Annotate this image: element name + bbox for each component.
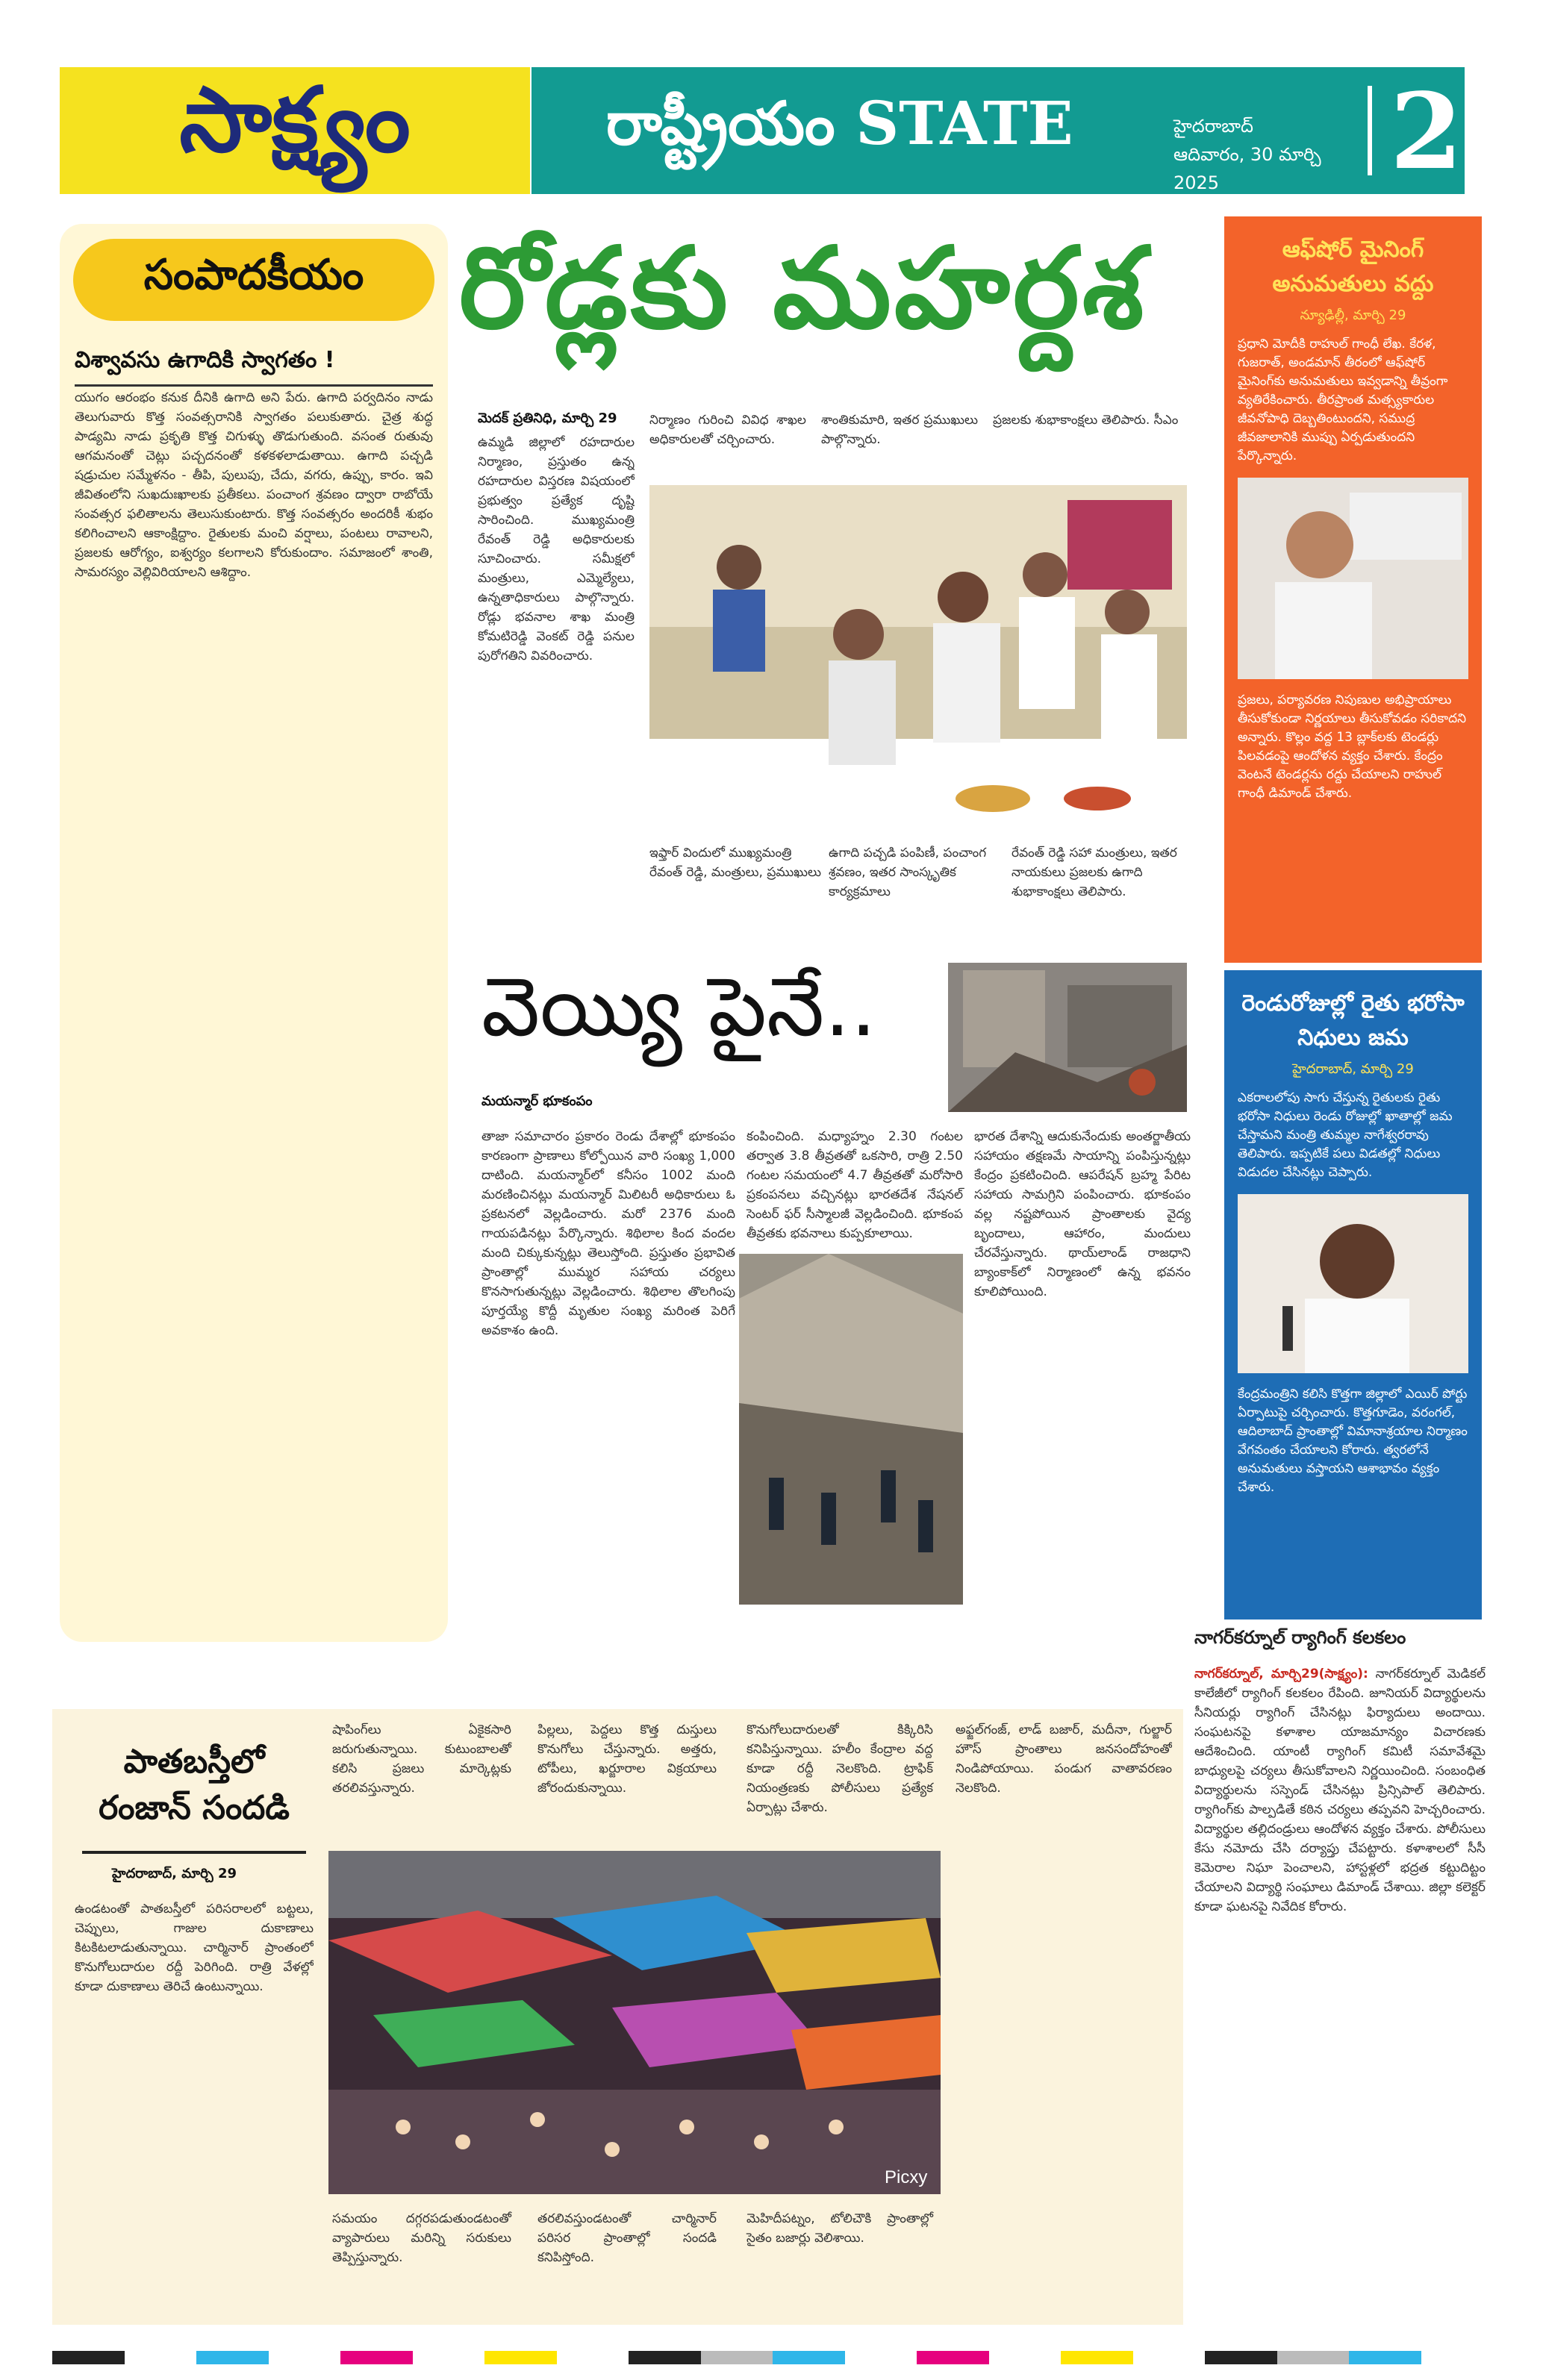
photo-caption-2: ఉగాది పచ్చడి పంపిణీ, పంచాంగ శ్రవణం, ఇతర సాంస్కృతిక కార్యక్రమాలు <box>829 846 987 899</box>
quake-col-3: భారత దేశాన్ని ఆదుకునేందుకు అంతర్జాతీయ సహాయం తక్షణమే సాయాన్ని పంపిస్తున్నట్లు కేంద్రం ప్రకటించింది. ఆపరేషన్ బ్రహ్మ పేరిట సహాయ సామగ్రిని పంపించారు. భూకంపం వల్ల నష్టపోయిన ప్రాంతాలకు వైద్య బృందాలు, ఆహారం, మందులు చేరవేస్తున్నారు. థాయ్‌లాండ్ రాజధాని బ్యాంకాక్‌లో నిర్మాణంలో ఉన్న భవనం కూలిపోయింది. <box>974 1129 1191 1299</box>
ramzan-headline: పాతబస్తీలో రంజాన్ సందడి <box>99 1743 290 1827</box>
ragging-text: నాగర్‌కర్నూల్ మెడికల్ కాలేజీలో ర్యాగింగ్ కలకలం రేపింది. జూనియర్ విద్యార్థులను సీనియర్లు ర్యాగింగ్ చేసినట్లు ఫిర్యాదులు అందాయి. సంఘటనపై కళాశాల యాజమాన్యం విచారణకు ఆదేశించింది. యాంటీ ర్యాగింగ్ కమిటీ సమావేశమై బాధ్యులపై చర్యలు తీసుకోవాలని నిర్ణయించింది. సంబంధిత విద్యార్థులను సస్పెండ్ చేసినట్లు ప్రిన్సిపాల్ తెలిపారు. ర్యాగింగ్‌కు పాల్పడితే కఠిన చర్యలు తప్పవని హెచ్చరించారు. విద్యార్థుల తల్లిదండ్రులు ఆందోళన వ్యక్తం చేశారు. పోలీసులు కేసు నమోదు చేసి దర్యాప్తు చేపట్టారు. కళాశాలలో సీసీ కెమెరాల నిఘా పెంచాలని, హాస్టళ్లలో భద్రత కట్టుదిట్టం చేయాలని విద్యార్థి సంఘాలు డిమాండ్ చేశాయి. జిల్లా కలెక్టర్ కూడా ఘటనపై నివేదిక కోరారు. <box>1194 1667 1486 1914</box>
main-col-1: ఉమ్మడి జిల్లాలో రహదారుల నిర్మాణం, ప్రస్తుతం ఉన్న రహదారుల విస్తరణ విషయంలో ప్రభుత్వం ప్రత్యేక దృష్టి సారించింది. ముఖ్యమంత్రి రేవంత్ రెడ్డి అధికారులకు సూచించారు. సమీక్షలో మంత్రులు, ఎమ్మెల్యేలు, ఉన్నతాధికారులు పాల్గొన్నారు. రోడ్లు భవనాల శాఖ మంత్రి కోమటిరెడ్డి వెంకట్ రెడ్డి పనుల పురోగతిని వివరించారు. <box>478 435 635 663</box>
ramzan-byline: హైదరాబాద్, మార్చి 29 <box>112 1866 237 1881</box>
dateline-date: ఆదివారం, 30 మార్చి 2025 <box>1173 144 1321 193</box>
editorial-body: యుగం ఆరంభం కనుక దీనికి ఉగాది అని పేరు. ఉగాది పర్వదినం నాడు తెలుగువారు కొత్త సంవత్సరానికి స్వాగతం పలుకుతారు. చైత్ర శుద్ధ పాడ్యమి నాడు ప్రకృతి కొత్త చిగుళ్ళు తొడుగుతుంది. వసంత రుతువు ఆగమనంతో చెట్లు పచ్చదనంతో కళకళలాడుతాయి. ఉగాది పచ్చడి షడ్రుచుల సమ్మేళనం - తీపి, పులుపు, చేదు, వగరు, ఉప్పు, కారం. ఇవి జీవితంలోని సుఖదుఃఖాలకు ప్రతీకలు. పంచాంగ శ్రవణం ద్వారా రాబోయే సంవత్సర ఫలితాలను తెలుసుకుంటారు. కొత్త సంవత్సరం అందరికీ శుభం కలిగించాలని ఆకాంక్షిద్దాం. రైతులకు మంచి వర్షాలు, పంటలు రావాలని, ప్రజలకు ఆరోగ్యం, ఐశ్వర్యం కలగాలని కోరుకుందాం. సమాజంలో శాంతి, సామరస్యం వెల్లివిరియాలని ఆశిద్దాం. <box>75 390 433 580</box>
ramzan-bottom-2: తరలివస్తుండటంతో చార్మినార్ పరిసర ప్రాంతాల్లో సందడి కనిపిస్తోంది. <box>537 2211 717 2265</box>
iftar-photo <box>649 485 1187 836</box>
market-photo <box>328 1851 941 2194</box>
quake-byline: మయన్మార్ భూకంపం <box>481 1093 593 1109</box>
rythu-headline: రెండురోజుల్లో రైతు భరోసా నిధులు జమ <box>1241 990 1465 1051</box>
photo-credit: Picxy <box>885 2167 928 2187</box>
divider <box>1368 86 1372 175</box>
quake-col-1: తాజా సమాచారం ప్రకారం రెండు దేశాల్లో భూకంపం కారణంగా ప్రాణాలు కోల్పోయిన వారి సంఖ్య 1,000 దాటింది. మయన్మార్‌లో కనీసం 1002 మంది మరణించినట్లు మయన్మార్ మిలిటరీ అధికారులు ఓ ప్రకటనలో వెల్లడించారు. మరో 2376 మంది గాయపడినట్లు పేర్కొన్నారు. శిథిలాల కింద వందల మంది చిక్కుకున్నట్లు తెలుస్తోంది. ప్రస్తుతం ప్రభావిత ప్రాంతాల్లో ముమ్మర సహాయ చర్యలు కొనసాగుతున్నట్లు వెల్లడించారు. శిథిలాల తొలగింపు పూర్తయ్యే కొద్దీ మృతుల సంఖ్య మరింత పెరిగే అవకాశం ఉంది. <box>481 1129 735 1338</box>
iftar-photo-illustration <box>649 485 1187 836</box>
rythu-text-1: ఎకరాలలోపు సాగు చేస్తున్న రైతులకు రైతు భరోసా నిధులు రెండు రోజుల్లో ఖాతాల్లో జమ చేస్తామని మంత్రి తుమ్మల నాగేశ్వరరావు తెలిపారు. ఇప్పటికే పలు విడతల్లో నిధులు విడుదల చేసినట్లు చెప్పారు. <box>1238 1090 1453 1180</box>
ramzan-col-2: షాపింగ్‌లు ఏకైకసారి జరుగుతున్నాయి. కుటుంబాలతో కలిసి ప్రజలు మార్కెట్లకు తరలివస్తున్నారు. <box>332 1722 511 1796</box>
masthead-section-bar <box>532 67 1465 194</box>
offshore-headline: ఆఫ్‌షోర్ మైనింగ్ అనుమతులు వద్దు <box>1272 237 1434 297</box>
editorial-badge: సంపాదకీయం <box>73 239 434 321</box>
editorial-panel <box>60 224 448 1642</box>
offshore-mining-box <box>1224 216 1482 963</box>
main-col-2: నిర్మాణం గురించి వివిధ శాఖల అధికారులతో చర్చించారు. <box>649 413 806 447</box>
main-byline: మెదక్ ప్రతినిధి, మార్చి 29 <box>478 410 617 426</box>
offshore-text-1: ప్రధాని మోదీకి రాహుల్ గాంధీ లేఖ. కేరళ, గుజరాత్, అండమాన్ తీరంలో ఆఫ్‌షోర్ మైనింగ్‌కు అనుమతులు ఇవ్వడాన్ని తీవ్రంగా వ్యతిరేకించారు. తీరప్రాంత మత్స్యకారుల జీవనోపాధి దెబ్బతింటుందని, సముద్ర జీవజాలానికి ముప్పు ఏర్పడుతుందని పేర్కొన్నారు. <box>1238 337 1448 463</box>
rythu-text-2: కేంద్రమంత్రిని కలిసి కొత్తగా జిల్లాలో ఎయిర్ పోర్టు ఏర్పాటుపై చర్చించారు. కొత్తగూడెం, వరంగల్, ఆదిలాబాద్ ప్రాంతాల్లో విమానాశ్రయాల నిర్మాణం వేగవంతం చేయాలని కోరారు. త్వరలోనే అనుమతులు వస్తాయని ఆశాభావం వ్యక్తం చేశారు. <box>1238 1387 1468 1495</box>
offshore-text-2: ప్రజలు, పర్యావరణ నిపుణుల అభిప్రాయాలు తీసుకోకుండా నిర్ణయాలు తీసుకోవడం సరికాదని అన్నారు. కొల్లం వద్ద 13 బ్లాక్‌లకు టెండర్లు పిలవడంపై ఆందోళన వ్యక్తం చేశారు. కేంద్రం వెంటనే టెండర్లను రద్దు చేయాలని రాహుల్ గాంధీ డిమాండ్ చేశారు. <box>1238 693 1467 801</box>
page-number: 2 <box>1390 71 1463 193</box>
ragging-headline: నాగర్‌కర్నూల్ ర్యాగింగ్ కలకలం <box>1194 1627 1406 1648</box>
editorial-title: విశ్వావసు ఉగాదికి స్వాగతం ! <box>75 347 433 387</box>
ramzan-col-3: పిల్లలు, పెద్దలు కొత్త దుస్తులు కొనుగోలు చేస్తున్నారు. అత్తరు, టోపీలు, ఖర్జూరాల విక్రయాలు జోరందుకున్నాయి. <box>537 1722 717 1796</box>
print-registration-strip <box>52 2351 1493 2364</box>
minister-photo <box>1238 1194 1468 1373</box>
ramzan-bottom-1: సమయం దగ్గరపడుతుండటంతో వ్యాపారులు మరిన్ని సరుకులు తెప్పిస్తున్నారు. <box>332 2211 511 2265</box>
section-title: రాష్ట్రీయం STATE <box>606 88 1073 158</box>
photo-caption-1: ఇఫ్తార్ విందులో ముఖ్యమంత్రి రేవంత్ రెడ్డి, మంత్రులు, ప్రముఖులు <box>649 846 821 880</box>
quake-photo-small <box>948 963 1187 1112</box>
dateline-city: హైదరాబాద్ <box>1173 116 1253 137</box>
ramzan-col-5: అఫ్జల్‌గంజ్, లాడ్ బజార్, మదీనా, గుల్జార్ హౌస్ ప్రాంతాలు జనసందోహంతో నిండిపోయాయి. పండుగ వాతావరణం నెలకొంది. <box>956 1722 1172 1796</box>
rythu-byline: హైదరాబాద్, మార్చి 29 <box>1292 1061 1414 1077</box>
ramzan-col-4: కొనుగోలుదారులతో కిక్కిరిసి కనిపిస్తున్నాయి. హలీం కేంద్రాల వద్ద కూడా రద్దీ నెలకొంది. ట్రాఫిక్ నియంత్రణకు పోలీసులు ప్రత్యేక ఏర్పాట్లు చేశారు. <box>746 1722 933 1815</box>
masthead-logo: సాక్ష్యం <box>60 67 530 194</box>
dateline <box>1173 112 1338 197</box>
photo-caption-3: రేవంత్ రెడ్డి సహా మంత్రులు, ఇతర నాయకులు ప్రజలకు ఉగాది శుభాకాంక్షలు తెలిపారు. <box>1011 846 1177 899</box>
offshore-byline: న్యూఢిల్లీ, మార్చి 29 <box>1300 307 1406 323</box>
ramzan-bottom-3: మెహిదీపట్నం, టోలిచౌకి ప్రాంతాల్లో సైతం బజార్లు వెలిశాయి. <box>746 2211 933 2246</box>
quake-headline: వెయ్యి పైనే.. <box>481 959 877 1055</box>
quake-photo-large <box>739 1254 963 1605</box>
ramzan-col-1: ఉండటంతో పాతబస్తీలో పరిసరాలలో బట్టలు, చెప్పులు, గాజుల దుకాణాలు కిటకిటలాడుతున్నాయి. చార్మినార్ ప్రాంతంలో కొనుగోలుదారుల రద్దీ పెరిగింది. రాత్రి వేళల్లో కూడా దుకాణాలు తెరిచే ఉంటున్నాయి. <box>75 1902 314 1994</box>
rahul-photo <box>1238 478 1468 679</box>
quake-col-2: కంపించింది. మధ్యాహ్నం 2.30 గంటల తర్వాత 3.8 తీవ్రతతో ఒకసారి, రాత్రి 2.50 గంటల సమయంలో 4.7 తీవ్రతతో మరోసారి ప్రకంపనలు వచ్చినట్లు భారతదేశ నేషనల్ సెంటర్ ఫర్ సీస్మాలజీ వెల్లడించింది. భూకంప తీవ్రతకు భవనాలు కుప్పకూలాయి. <box>746 1129 963 1241</box>
main-col-4: ప్రజలకు శుభాకాంక్షలు తెలిపారు. సీఎం <box>993 413 1179 428</box>
ragging-byline: నాగర్‌కర్నూల్, మార్చి29(సాక్ష్యం): <box>1194 1667 1368 1681</box>
main-headline: రోడ్లకు మహర్దశ <box>459 224 1147 354</box>
headline-rule <box>82 1851 306 1854</box>
ragging-body <box>1194 1664 1486 2336</box>
rythu-bharosa-box <box>1224 970 1482 1620</box>
main-col-3: శాంతికుమారి, ఇతర ప్రముఖులు పాల్గొన్నారు. <box>821 413 978 447</box>
